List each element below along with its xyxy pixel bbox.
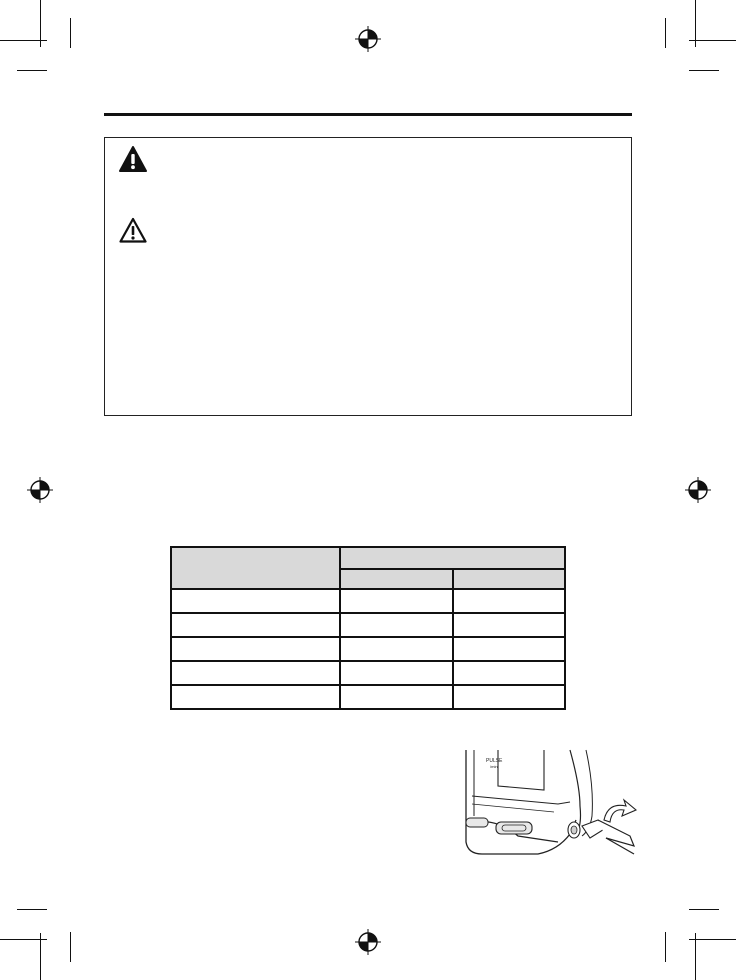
crop-mark xyxy=(665,18,666,48)
caution-outline-triangle-icon xyxy=(118,216,148,244)
device-connector-illustration xyxy=(458,746,638,864)
crop-mark xyxy=(70,18,71,48)
crop-mark xyxy=(689,939,736,940)
table-cell xyxy=(340,637,452,661)
table-row xyxy=(171,661,565,685)
table-header-cell xyxy=(340,547,565,569)
crop-mark xyxy=(17,70,47,71)
table-subheader-cell xyxy=(453,569,565,589)
crop-mark xyxy=(17,909,47,910)
pulse-unit-label: /min xyxy=(490,764,498,769)
crop-mark xyxy=(689,909,719,910)
registration-mark-icon xyxy=(27,477,53,503)
table-cell xyxy=(453,685,565,709)
table-cell xyxy=(453,661,565,685)
table-cell xyxy=(453,589,565,613)
crop-mark xyxy=(40,933,41,980)
table-row xyxy=(171,613,565,637)
table-cell xyxy=(171,661,340,685)
table-cell xyxy=(340,613,452,637)
table-cell xyxy=(340,685,452,709)
table-cell xyxy=(340,661,452,685)
spec-table xyxy=(170,546,566,710)
table-subheader-cell xyxy=(340,569,452,589)
registration-mark-icon xyxy=(355,929,381,955)
table-header-cell xyxy=(171,547,340,589)
table-cell xyxy=(453,613,565,637)
crop-mark xyxy=(0,939,47,940)
registration-mark-icon xyxy=(685,477,711,503)
table-row xyxy=(171,637,565,661)
registration-mark-icon xyxy=(355,26,381,52)
header-rule xyxy=(104,113,632,116)
table-cell xyxy=(171,685,340,709)
table-cell xyxy=(340,589,452,613)
crop-mark xyxy=(695,933,696,980)
crop-mark xyxy=(689,70,719,71)
table-cell xyxy=(171,637,340,661)
crop-mark xyxy=(0,40,47,41)
crop-mark xyxy=(665,932,666,962)
warning-box xyxy=(104,137,632,416)
crop-mark xyxy=(689,40,736,41)
table-cell xyxy=(171,613,340,637)
table-row xyxy=(171,589,565,613)
warning-filled-triangle-icon xyxy=(118,145,148,173)
pulse-label: PULSE xyxy=(486,758,503,764)
table-row xyxy=(171,685,565,709)
table-cell xyxy=(453,637,565,661)
crop-mark xyxy=(70,932,71,962)
table-cell xyxy=(171,589,340,613)
